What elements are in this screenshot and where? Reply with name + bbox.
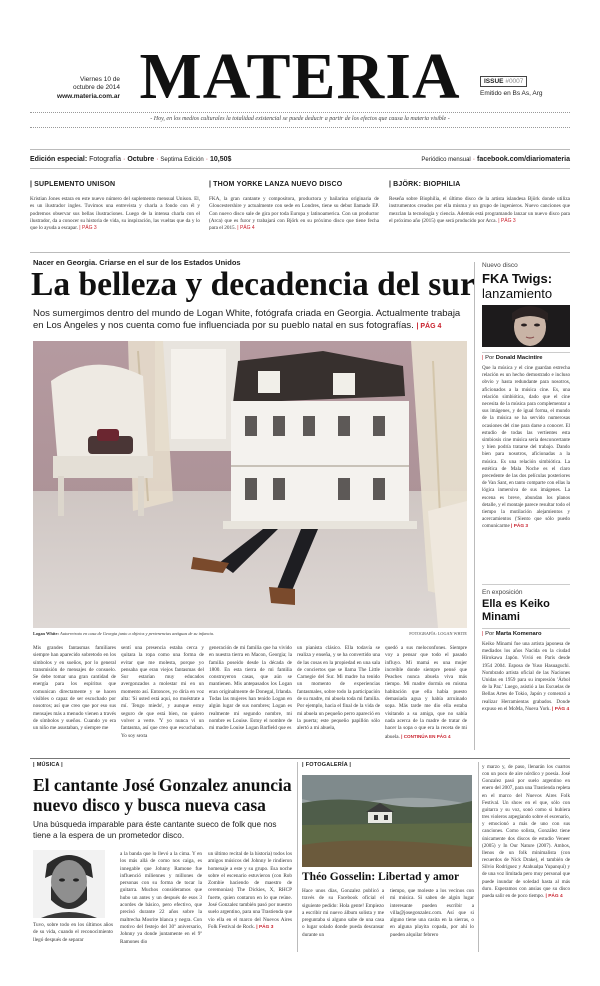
jose-gonzalez-photo xyxy=(33,850,105,918)
dot-separator: · xyxy=(472,156,476,163)
sidebar-headline-1[interactable]: FKA Twigs: lanzamiento xyxy=(482,271,553,301)
sidebar-rule xyxy=(482,628,570,629)
music-body-col-3: un último recital de la historia) todos los amigos músicos del Johnny le rindieron homenaje a este y su grupo. Esa noche sobre el escenario estuvieron (con Rob Zombie haciendo de maestro de ceremonias) The Dickies, X, RHCP fuerte, quien contaron en lo que reúne. José Gonzalez también pasó por nuestro suelo argentino, para una Trastienda que vio ella en el marco del Nuevos Aires Folk Festival de Rock. | PÁG 3 xyxy=(208,851,292,930)
top-column-body-1: Kristian Jones estara en este nuevo número del suplemento mensual Unison. El, es un ilustrador ingles. Tuvimos una entrevista y charla a fondo con él y podremos observar sus bellas ilustraciones. Luego de la intensa charla con el ilustrador, da a conocer su historia de vida, su inspiración, las vueltas que da y lo que lo ayuda a escapar. | PÁG 3 xyxy=(30,196,200,232)
sidebar-label-2: En exposición xyxy=(482,589,523,596)
page-ref[interactable]: | PÁG 4 xyxy=(545,893,563,899)
sidebar-divider xyxy=(474,262,475,750)
fka-twigs-photo xyxy=(482,305,570,347)
sidebar-body-1: Que la música y el cine guardan estrecha relación es un hecho demostrado e incluso obvio y hasta redundante para nosotros, aficionados a la música cine. Es, una relación simbiótica, dado que el cine necesita de la música para complementar a sus imágenes, y de igual forma, el mundo de la música se ha servido numerosas ocasiones del cine para darse a conocer. El estudio de todas las vertientes esta simbiosis cine música sería desconcertante y bien podría tratarse del trabajo. Dando bien para nosotros, aficionadas a la música. Es una relación simbiótica. La estética de Mala Noche es el claro precedente de las dos películas posteriores de Van Sant, en tanto comparte con ellas la lógica inmersiva de sus imágenes. La escena es breve, abundan los planos detalle, y el montaje parece resultar todo el tiempo la mutilación alejamientos y acercamientos ('Siento que sólo puedo comunicarme | PÁG 3 xyxy=(482,365,570,530)
page-ref[interactable]: | PÁG 4 xyxy=(552,706,570,712)
top-column-heading-3[interactable]: | BJÖRK: BIOPHILIA xyxy=(389,181,461,188)
music-deck: Una búsqueda imparable para éste cantante sueco de folk que nos tiene a la espera de un prometedor disco. xyxy=(33,820,277,840)
bottom-section-rule xyxy=(30,758,570,759)
top-column-body-2: FKA, la gran cantante y compositora, productora y bailarina originaria de Gloucestershire y actualmente con sede en Londres, tiene su debut llamado EP. Con nuevo disco sale de gira por toda Europa y latinoamerica. Con un productor (Arca) que es furor y trabajará con Björk en su próximo disco que tiene fecha para el 2015. | PÁG 4 xyxy=(209,196,379,232)
bottom-column-divider xyxy=(297,762,298,952)
issue-tag xyxy=(480,76,527,87)
continue-link[interactable]: | CONTINÚA EN PÁG 4 xyxy=(401,733,451,739)
top-column-heading-1[interactable]: | SUPLEMENTO UNISON xyxy=(30,181,116,188)
page-ref[interactable]: | PÁG 3 xyxy=(498,217,516,224)
website-link[interactable]: www.materia.com.ar xyxy=(57,93,120,100)
dot-separator: · xyxy=(123,156,126,163)
edition-price: 10,50$ xyxy=(210,156,232,163)
edition-month: Octubre xyxy=(127,156,155,163)
sidebar-label-1: Nuevo disco xyxy=(482,262,518,269)
tagline-divider xyxy=(30,127,570,128)
top-column-body-3: Reseña sobre Biophilia, el último disco de la artista islandesa Björk donde utiliza instrumentos creados por ella misma y un grupo de ingenieros. Nuevo canciones que mezclan la tecnología y ciencia. Además está programando lanzar un nuevo disco para el próximo año (2015) que será producido por Arca. | PÁG 3 xyxy=(389,196,570,224)
page-ref[interactable]: | PÁG 4 xyxy=(416,323,442,331)
page-ref[interactable]: | PÁG 3 xyxy=(256,924,274,930)
top-column-heading-2[interactable]: | THOM YORKE LANZA NUEVO DISCO xyxy=(209,181,343,188)
gallery-body-col-2: tiempo, que moleste a los vecinos con mi música. Si saben de algún lugar interesante pueden escribir a villa@josegonzalez.com. Así que si alguno tiene una casita en la sierras, o en alguna playita copada, por ahí lo pueden alquilar febrero xyxy=(390,888,474,938)
edition-category: Fotografía xyxy=(89,156,122,163)
gallery-body-col-1: Hace unos días, Gonzalez publicó a través de su Facebook oficial el siguiente pedido: Hola gente! Empiezo a escribir mi nuevo álbum solista y me preguntaba si alguno sabe de una casa o lugar solado donde pueda descansar durante un xyxy=(302,888,384,938)
main-body-col-3: generación de mi familia que ha vivido en nuestra tierra en Macon, Georgia; la familia poseído desde la década de 1800. En esta tierra de mi familia construyeron casas, que aún se mantienen. Mis antepasados los Logan eran originalmente de Donegal, Irlanda. Todas las mujeres han tenido Logan en algún lugar de sus nombres; Logan es realmente mi segundo nombre, mi nombre es Louise. Estoy el nombre de mi madre Louise Logan Barfield que es xyxy=(209,645,292,732)
main-body-col-5: quedó a sus meloconfones. Siempre voy a pensar que todo el pasado influyo. Mi mamá es una mujer increíble donde siempre pensé que Peaches nunca abuela viva más tiempo. Mi madre dormía en misma habitación que ella había puesto demasiada agua y había arruinado sopa. Más tarde me dio ella estaba visitando a su amiga, que no sabía nada acerca de la madre de tratar de hacer la sopa o que era la receta de mi abuela. | CONTINÚA EN PÁG 4 xyxy=(385,645,467,740)
edition-bar-top-rule xyxy=(30,149,570,150)
sidebar-body-2: Keiko Minami fue una artista japonesa de mediados los años Nacida en la ciudad Hirokawa Japón. Vivió en París desde 1954 2004. Esposa de Yuso Hasuaguchi. Nombrado artista oficial de las Naciones Unidas en 1959 para su impresión 'Árbol de la Paz.' Luego, asistió a las Escuelas de Bellas Artes de Tokio, Japón y comenzó a realizar Herramientas grabados. Donde expuso en el MoMa, Nueva York. | PÁG 4 xyxy=(482,641,570,712)
main-kicker: Nacer en Georgia. Criarse en el sur de los Estados Unidos xyxy=(33,258,241,267)
photo-credit: FOTOGRAFÍA: LOGAN WHITE xyxy=(409,631,467,636)
bottom-column-divider xyxy=(478,762,479,952)
sidebar-portrait-1[interactable] xyxy=(482,305,570,347)
sidebar-byline-1: | Por Donald Macintire xyxy=(482,355,543,361)
main-headline[interactable]: La belleza y decadencia del sur xyxy=(31,266,475,303)
masthead-divider xyxy=(30,112,570,113)
edition-bar-bottom-rule xyxy=(30,168,570,169)
gallery-section-label: | FOTOGALERÍA | xyxy=(302,762,352,768)
issue-number: #0007 xyxy=(505,78,524,85)
sidebar-byline-2: | Por Marta Komenaro xyxy=(482,631,542,637)
sidebar-rule xyxy=(482,352,570,353)
facebook-link[interactable]: facebook.com/diariomateria xyxy=(477,156,570,163)
dot-separator: · xyxy=(156,156,159,163)
gallery-headline[interactable]: Théo Gosselin: Libertad y amor xyxy=(302,871,460,883)
sidebar-headline-2[interactable]: Ella es Keiko Minami xyxy=(482,598,550,623)
photo-caption xyxy=(33,631,373,637)
issue-label: ISSUE xyxy=(484,78,504,85)
top-columns-bottom-rule xyxy=(30,252,570,253)
edition-label: Edición especial: xyxy=(30,156,88,163)
music-headline[interactable]: El cantante José Gonzalez anuncia nuevo disco y busca nueva casa xyxy=(33,775,292,815)
date-line-2: octubre de 2014 xyxy=(73,84,120,91)
edition-number: Septima Edición xyxy=(160,157,204,163)
masthead-title: MATERIA xyxy=(139,40,461,113)
main-body-col-1: Mis grandes fantasmas familiares siempre han aparecido sobretodo en los símbolos y en sueños, por lo general transmisión de mensajes de consuelo. Se debe tomar una gran cantidad de energía para los espíritus que comunican directamente y se hacen visibles o capaz de ser escuchado por nosotros; así que creo que por eso sus mensajes más a menudo vienen a través de símbolos y sueños. Cuando yo era un niño me asustaban, y siempre me xyxy=(33,645,116,732)
main-deck: Nos sumergimos dentro del mundo de Logan White, fotógrafa criada en Georgia. Actualmente trabaja en Los Angeles y nos cuenta como fue influenciada por su pueblo natal en sus fotografías. | PÁG 4 xyxy=(33,308,461,332)
page-ref[interactable]: | PÁG 3 xyxy=(511,524,529,530)
page-ref[interactable]: | PÁG 4 xyxy=(237,225,255,232)
page-ref[interactable]: | PÁG 3 xyxy=(79,225,97,232)
issue-note: Emitido en Bs As, Arg xyxy=(480,90,543,97)
gallery-body-right: y marzo y, de paso, llenarán los cuartos con un poco de aire nórdico y poesía. José Gonzalez pasó por suelo argentino en enero del 2007, para una Trastienda repleta en el marco del Nuevos Aires Folk Festival. Un show en el que, sólo con guitarra y su voz, sonó como si hubiera tres violeros arpegiando sobre el escenario, y emocionó a más de uno con sus canciones. Como solista, González tiene únicamente dos discos de estudio Veneer (2005) y In Our Nature (2007). Ambos, llenos de un folk minimalista (con recuerdos de Nick Drake), el también de Silvio Rodríguez y Atahualpa Yupanqui) y de una voz limitada pero muy personal que puede inundar de soledad hasta al más duro. Esperamos con ansias que su disco pueda salir en de poco tiempo. | PÁG 4 xyxy=(482,764,570,899)
issue-box xyxy=(480,76,543,98)
dot-separator: · xyxy=(205,156,209,163)
date-line-1: Viernes 10 de xyxy=(80,76,120,83)
singer-portrait[interactable] xyxy=(33,850,105,918)
caption-text: Autorretrato en casa de Georgia junto a objetos y pertenencias antiguas de su infancia. xyxy=(60,631,215,636)
main-body-col-4: un pianista clásico. Ella todavía se realiza y enseña, y se ha convertido una de las cosas en la propiedad en una sala de conciertos que se llama The Little Carnegie del Sur. Mi madre ha tenido un momento de experiencias fantasmales, sobre todo la participación de su madre, mi abuela toda mi familia. Por ejemplo, hacia el final de la vida de mi abuela un pequeño perro apareció en la puerta; este pequeño papillón sólo alertó a mi abuela, xyxy=(297,645,380,732)
music-body-col-2: a la banda que lo llevó a la cima. Y en los más allá de como nos caiga, es innegable que Johnny Ramone fue influenció miliennes y millones de personas con su forma de tocar la guitarra. Muchos consideramos que hubo un antes y un después de esos 3 acordes de básico, pero efectivo, que precisó durante 22 años sobre la maltrecha Mosrite blanca y negra. Con motivo del festejo del 30º aniversario, Johnny ya donde juntamente en el 9º Ramones dio xyxy=(120,851,202,945)
dollhouse-photo xyxy=(33,341,467,628)
music-section-label: | MÚSICA | xyxy=(33,762,63,768)
edition-bar-right xyxy=(400,155,570,165)
caption-name: Logan White: xyxy=(33,631,59,636)
main-photo[interactable] xyxy=(33,341,467,628)
frequency: Periódico mensual xyxy=(421,157,471,163)
tagline: - Hoy, en los medios culturales la totalidad existencial se puede deducir a partir de los efectos que causa la materia visible - xyxy=(150,116,450,122)
gallery-photo[interactable] xyxy=(302,775,472,867)
main-body-col-2: sentí una presencia estaba cerca y quitara la ropa como una forma de evitar que me molesta, porque yo pensaba que eran viejos fantasmas del Sur estarían muy educados avergonzados a molestar mi en un momento así. Entonces, yo diría en voz alta: 'Si usted está aquí, no muéstrate a mí. Tengo miedo', y aunque estoy seguro de que está bien, no quiero volver a verte. 'Y yo nunca vi un fantasma, así que creo que escuchaban. Yo soy sexta xyxy=(121,645,204,739)
landscape-photo xyxy=(302,775,472,867)
masthead-date xyxy=(40,76,120,101)
sidebar-rule xyxy=(482,584,570,585)
music-body-left: Tuvo, sobre todo en los últimos años de su vida, cuando el reconocimiento llegó después de separar xyxy=(33,922,113,943)
